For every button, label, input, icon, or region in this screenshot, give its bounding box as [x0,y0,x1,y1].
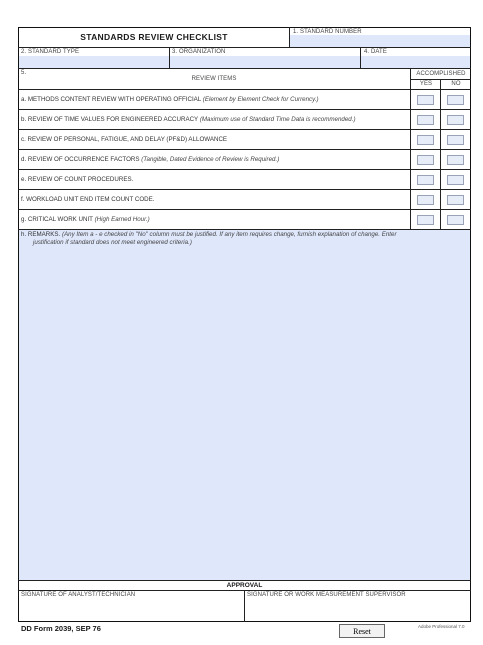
item-a-yes-checkbox[interactable] [417,95,434,105]
organization-label: 3. ORGANIZATION [172,49,226,55]
item-d-yes-checkbox[interactable] [417,155,434,165]
review-item-b: b. REVIEW OF TIME VALUES FOR ENGINEERED ACCURACY (Maximum use of Standard Time Data is recommended.) [21,116,356,123]
review-items-header: REVIEW ITEMS [191,76,237,82]
divider [18,580,471,581]
divider [18,129,471,130]
review-item-f: f. WORKLOAD UNIT END ITEM COUNT CODE. [21,196,155,203]
supervisor-signature-label: SIGNATURE OR WORK MEASUREMENT SUPERVISOR [247,592,406,598]
item-e-yes-checkbox[interactable] [417,175,434,185]
review-item-a: a. METHODS CONTENT REVIEW WITH OPERATING OFFICIAL (Element by Element Check for Currency.) [21,96,319,103]
divider [411,79,471,80]
yes-column-header: YES [419,81,433,87]
item-f-yes-checkbox[interactable] [417,195,434,205]
section-number: 5. [21,70,27,76]
no-column-header: NO [451,81,461,87]
software-note: Adobe Professional 7.0 [418,624,465,629]
divider [18,149,471,150]
standard-number-label: 1. STANDARD NUMBER [293,29,362,35]
organization-field[interactable] [170,56,360,68]
divider [169,47,170,69]
approval-title: APPROVAL [226,582,263,589]
divider [360,47,361,69]
item-b-yes-checkbox[interactable] [417,115,434,125]
standard-number-field[interactable] [290,35,470,47]
divider [440,79,441,230]
review-item-c: c. REVIEW OF PERSONAL, FATIGUE, AND DELAY (PF&D) ALLOWANCE [21,136,228,143]
date-label: 4. DATE [364,49,387,55]
item-c-no-checkbox[interactable] [447,135,464,145]
item-d-no-checkbox[interactable] [447,155,464,165]
supervisor-signature-field[interactable] [245,600,470,621]
divider [18,109,471,110]
divider [18,89,471,90]
item-b-no-checkbox[interactable] [447,115,464,125]
standard-type-label: 2. STANDARD TYPE [21,49,80,55]
reset-button[interactable]: Reset [339,624,385,638]
standard-type-field[interactable] [19,56,169,68]
form-title: STANDARDS REVIEW CHECKLIST [80,32,228,42]
divider [18,47,471,48]
form-id: DD Form 2039, SEP 76 [21,624,101,633]
divider [18,209,471,210]
item-g-yes-checkbox[interactable] [417,215,434,225]
item-a-no-checkbox[interactable] [447,95,464,105]
review-item-g: g. CRITICAL WORK UNIT (High Earned Hour.) [21,216,150,223]
date-field[interactable] [361,56,470,68]
remarks-note: justification if standard does not meet engineered criteria.) [33,239,192,246]
review-item-e: e. REVIEW OF COUNT PROCEDURES. [21,176,134,183]
item-f-no-checkbox[interactable] [447,195,464,205]
divider [18,189,471,190]
analyst-signature-field[interactable] [19,600,243,621]
item-g-no-checkbox[interactable] [447,215,464,225]
item-c-yes-checkbox[interactable] [417,135,434,145]
remarks-label: h. REMARKS. (Any Item a - e checked in "No" column must be justified. If any item requires change, furnish explanation of change. Enter [21,231,397,238]
divider [18,169,471,170]
item-e-no-checkbox[interactable] [447,175,464,185]
remarks-field[interactable] [19,230,470,580]
analyst-signature-label: SIGNATURE OF ANALYST/TECHNICIAN [21,592,136,598]
accomplished-header: ACCOMPLISHED [416,71,466,77]
divider [18,68,471,69]
review-item-d: d. REVIEW OF OCCURRENCE FACTORS (Tangible, Dated Evidence of Review is Required.) [21,156,280,163]
